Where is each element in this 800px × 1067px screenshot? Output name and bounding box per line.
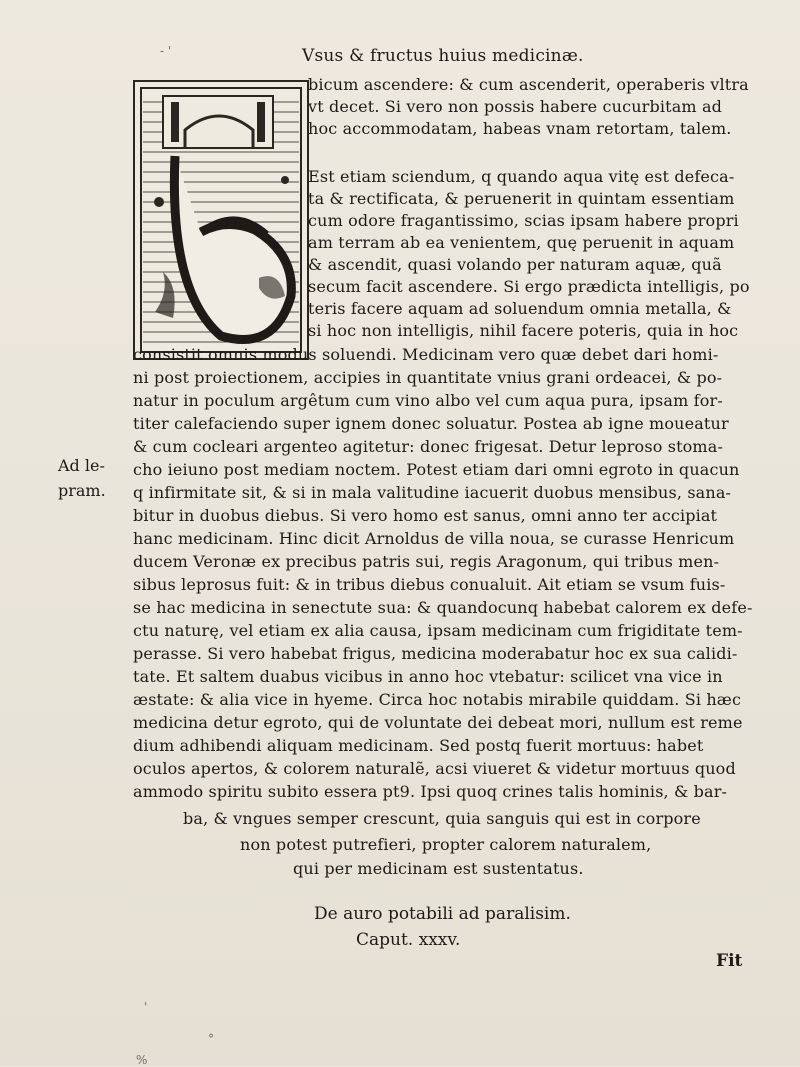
text-line: hanc medicinam. Hinc dicit Arnoldus de villa noua, se curasse Henricum [133,529,735,548]
text-line: & ascendit, quasi volando per naturam aquæ, quã [308,255,722,274]
text-line: ammodo spiritu subito essera pt9. Ipsi quoq crines talis hominis, & bar- [133,782,728,801]
text-line: Est etiam sciendum, q quando aqua vitę est defeca- [308,167,735,186]
text-line: q infirmitate sit, & si in mala valitudine iacuerit duobus mensibus, sana- [133,483,732,502]
page-mark: ' [144,1000,148,1014]
text-line: ta & rectificata, & peruenerit in quintam essentiam [308,189,735,208]
text-line: dium adhibendi aliquam medicinam. Sed postq fuerit mortuus: habet [133,736,704,755]
text-line: teris facere aquam ad soluendum omnia metalla, & [308,299,732,318]
margin-note-line: pram. [58,481,106,500]
text-line: sibus leprosus fuit: & in tribus diebus conualuit. Ait etiam se vsum fuis- [133,575,726,594]
text-line: hoc accommodatam, habeas vnam retortam, talem. [308,119,732,138]
chapter-title: De auro potabili ad paralisim. [314,904,571,924]
page-mark: ° [208,1032,214,1046]
text-line: bicum ascendere: & cum ascenderit, operaberis vltra [308,75,749,94]
text-line: vt decet. Si vero non possis habere cucurbitam ad [308,97,723,116]
text-line: ba, & vngues semper crescunt, quia sanguis qui est in corpore [183,809,701,828]
text-line: secum facit ascendere. Si ergo prædicta intelligis, po [308,277,750,296]
woodcut-initial-image [135,82,307,358]
text-line: perasse. Si vero habebat frigus, medicina moderabatur hoc ex sua calidi- [133,644,738,663]
text-line: natur in poculum argêtum cum vino albo vel cum aqua pura, ipsam for- [133,391,723,410]
running-head: Vsus & fructus huius medicinæ. [302,46,584,66]
text-line: titer calefaciendo super ignem donec soluatur. Postea ab igne moueatur [133,414,729,433]
text-line: non potest putrefieri, propter calorem naturalem, [240,835,652,854]
text-line: medicina detur egroto, qui de voluntate dei debeat mori, nullum est reme [133,713,743,732]
text-line: bitur in duobus diebus. Si vero homo est sanus, omni anno ter accipiat [133,506,718,525]
margin-note-line: Ad le- [58,456,105,475]
text-line: cho ieiuno post mediam noctem. Potest etiam dari omni egroto in quacun [133,460,740,479]
text-line: ducem Veronæ ex precibus patris sui, regis Aragonum, qui tribus men- [133,552,720,571]
text-line: si hoc non intelligis, nihil facere poteris, quia in hoc [308,321,739,340]
text-line: qui per medicinam est sustentatus. [293,859,584,878]
page-mark: % [136,1053,148,1067]
text-line: æstate: & alia vice in hyeme. Circa hoc notabis mirabile quiddam. Si hæc [133,690,742,709]
text-line: & cum cocleari argenteo agitetur: donec frigesat. Detur leproso stoma- [133,437,723,456]
chapter-number: Caput. xxxv. [356,930,461,950]
decorated-initial-e [133,80,309,360]
text-line: se hac medicina in senectute sua: & quandocunq habebat calorem ex defe- [133,598,753,617]
text-line: am terram ab ea venientem, quę peruenit in aquam [308,233,735,252]
page-mark: - ' [160,44,172,58]
text-line: oculos apertos, & colorem naturalẽ, acsi viueret & videtur mortuus quod [133,759,736,778]
catchword: Fit [716,951,743,971]
text-line: cum odore fragantissimo, scias ipsam habere propri [308,211,739,230]
text-line: ni post proiectionem, accipies in quantitate vnius grani ordeacei, & po- [133,368,723,387]
text-line: ctu naturę, vel etiam ex alia causa, ipsam medicinam cum frigiditate tem- [133,621,743,640]
text-line: consistit omnis modus soluendi. Medicinam vero quæ debet dari homi- [133,345,719,364]
text-line: tate. Et saltem duabus vicibus in anno hoc vtebatur: scilicet vna vice in [133,667,723,686]
